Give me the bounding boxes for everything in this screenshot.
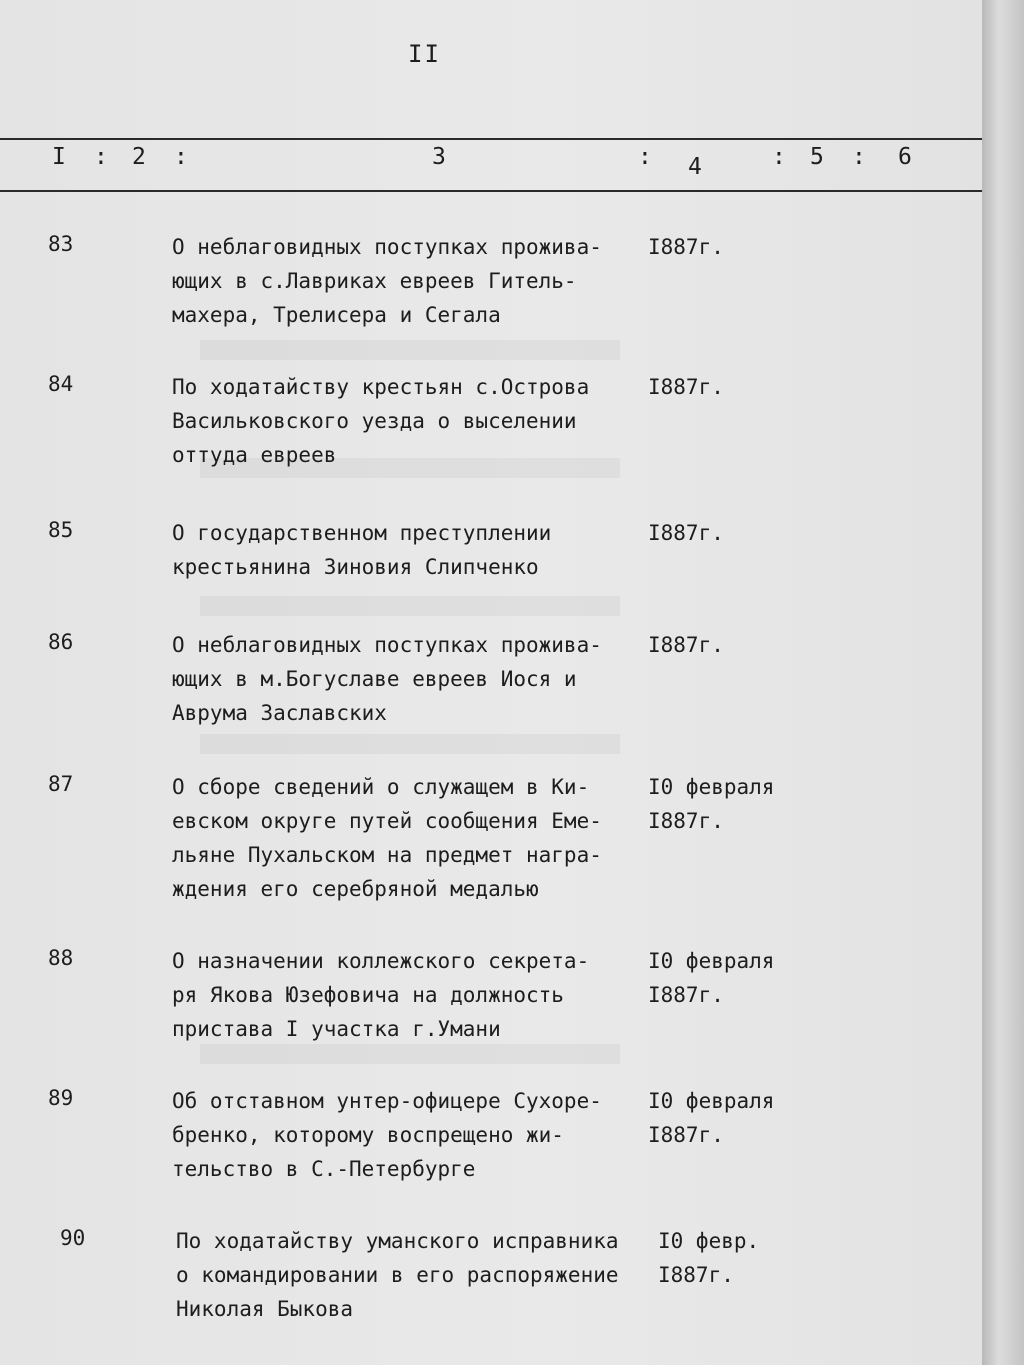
bleed-through-mark (200, 340, 620, 360)
row-number: 89 (48, 1086, 74, 1110)
row-title: По ходатайству крестьян с.Острова Васильковского уезда о выселении оттуда евреев (172, 375, 590, 467)
header-col-5: 5 (810, 144, 824, 170)
page-number: II (408, 40, 441, 68)
header-separator: : (772, 144, 786, 170)
row-number: 90 (60, 1226, 86, 1250)
row-title: По ходатайству уманского исправника о командировании в его распоряжение Николая Быкова (176, 1229, 619, 1321)
header-bottom-rule (0, 190, 1000, 192)
row-title: О назначении коллежского секрета- ря Якова Юзефовича на должность пристава I участка г.Умани (172, 949, 590, 1041)
row-date: I887г. (648, 521, 724, 545)
row-title: О государственном преступлении крестьянина Зиновия Слипченко (172, 521, 552, 579)
row-date: I887г. (648, 375, 724, 399)
row-title: О неблаговидных поступках прожива- ющих в м.Богуславе евреев Иося и Аврума Заславских (172, 633, 602, 725)
bleed-through-mark (200, 734, 620, 754)
header-separator: : (638, 144, 652, 170)
header-separator: : (174, 144, 188, 170)
row-number: 88 (48, 946, 74, 970)
row-number: 87 (48, 772, 74, 796)
row-number: 86 (48, 630, 74, 654)
header-col-4: 4 (688, 154, 702, 180)
row-date: I0 февр. I887г. (658, 1229, 760, 1287)
header-col-6: 6 (898, 144, 912, 170)
row-number: 83 (48, 232, 74, 256)
bleed-through-mark (200, 596, 620, 616)
header-separator: : (94, 144, 108, 170)
row-number: 84 (48, 372, 74, 396)
header-col-2: 2 (132, 144, 146, 170)
bleed-through-mark (200, 1044, 620, 1064)
row-title: О сборе сведений о служащем в Ки- евском округе путей сообщения Еме- льяне Пухальском на предмет награ- ждения его серебряной медалью (172, 775, 602, 901)
header-col-1: I (52, 144, 66, 170)
row-date: I0 февраля I887г. (648, 949, 775, 1007)
page-edge (982, 0, 1024, 1365)
row-date: I887г. (648, 235, 724, 259)
row-title: О неблаговидных поступках прожива- ющих в с.Лавриках евреев Гитель- махера, Трелисера и Сегала (172, 235, 602, 327)
header-top-rule (0, 138, 1000, 140)
row-date: I887г. (648, 633, 724, 657)
header-col-3: 3 (432, 144, 446, 170)
row-number: 85 (48, 518, 74, 542)
row-title: Об отставном унтер-офицере Сухоре- бренко, которому воспрещено жи- тельство в С.-Петербурге (172, 1089, 602, 1181)
row-date: I0 февраля I887г. (648, 775, 775, 833)
header-separator: : (852, 144, 866, 170)
row-date: I0 февраля I887г. (648, 1089, 775, 1147)
